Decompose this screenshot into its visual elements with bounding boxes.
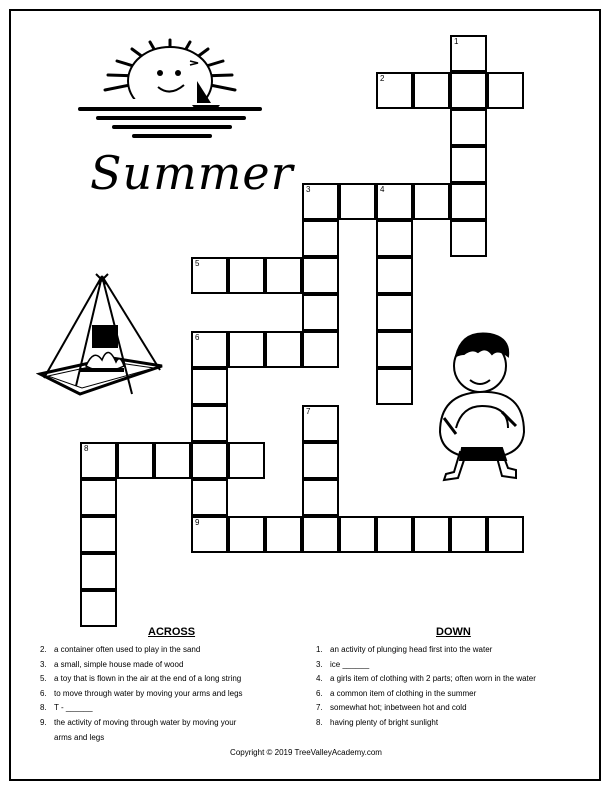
- cell-number: 2: [380, 74, 385, 83]
- across-clue: [40, 659, 183, 671]
- across-clue: [40, 702, 93, 714]
- cell-number: 9: [195, 518, 200, 527]
- down-clue: [316, 659, 369, 671]
- cell-number: 1: [454, 37, 459, 46]
- down-clue: [316, 702, 467, 714]
- down-clue: [316, 717, 438, 729]
- cell-number: 3: [306, 185, 311, 194]
- across-clue: [40, 673, 241, 685]
- down-clue: [316, 673, 536, 685]
- cell-number: 5: [195, 259, 200, 268]
- page-title: Summer: [90, 146, 294, 200]
- clue-text: a common item of clothing in the summer: [330, 688, 477, 698]
- campfire-teepee-illustration: [36, 270, 166, 405]
- clue-number: 2.: [40, 645, 47, 654]
- sun-sailboat-illustration: [72, 35, 268, 145]
- clue-text: T - ______: [54, 703, 93, 713]
- clue-number: 6.: [40, 688, 47, 698]
- clue-text: ice ______: [330, 659, 370, 669]
- clue-text: the activity of moving through water by moving your: [54, 718, 237, 727]
- down-heading: DOWN: [436, 626, 471, 638]
- across-clue: [40, 644, 200, 656]
- clue-text: somewhat hot; inbetween hot and cold: [330, 703, 467, 713]
- down-clue: [316, 688, 476, 700]
- clue-number: 4.: [316, 674, 323, 684]
- clue-number: 1.: [316, 645, 323, 654]
- clue-number: 8.: [40, 703, 47, 713]
- boy-swim-ring-illustration: [426, 328, 538, 493]
- clue-number: 7.: [316, 703, 323, 713]
- across-clue: [40, 688, 243, 700]
- across-clue: [40, 732, 104, 744]
- clue-text: a container often used to play in the sand: [54, 645, 201, 654]
- clue-text: an activity of plunging head first into the water: [330, 645, 493, 654]
- cell-number: 8: [84, 444, 89, 453]
- cell-number: 6: [195, 333, 200, 342]
- copyright-text: Copyright © 2019 TreeValleyAcademy.com: [230, 748, 382, 757]
- clue-number: 9.: [40, 718, 47, 727]
- clue-number: 6.: [316, 688, 323, 698]
- clue-text: having plenty of bright sunlight: [330, 718, 439, 727]
- cell-number: 4: [380, 185, 385, 194]
- across-heading: ACROSS: [148, 626, 196, 638]
- clue-number: 3.: [40, 659, 47, 669]
- clue-text: a girls item of clothing with 2 parts; often worn in the water: [330, 674, 536, 684]
- cell-number: 7: [306, 407, 311, 416]
- clue-text: to move through water by moving your arms and legs: [54, 688, 243, 698]
- clue-text: a small, simple house made of wood: [54, 659, 184, 669]
- clue-number: 3.: [316, 659, 323, 669]
- down-clue: [316, 644, 492, 656]
- clue-text: arms and legs: [54, 732, 105, 742]
- clue-number: 5.: [40, 674, 47, 684]
- clue-text: a toy that is flown in the air at the end of a long string: [54, 674, 242, 684]
- clue-number: 8.: [316, 718, 323, 727]
- across-clue: [40, 717, 236, 729]
